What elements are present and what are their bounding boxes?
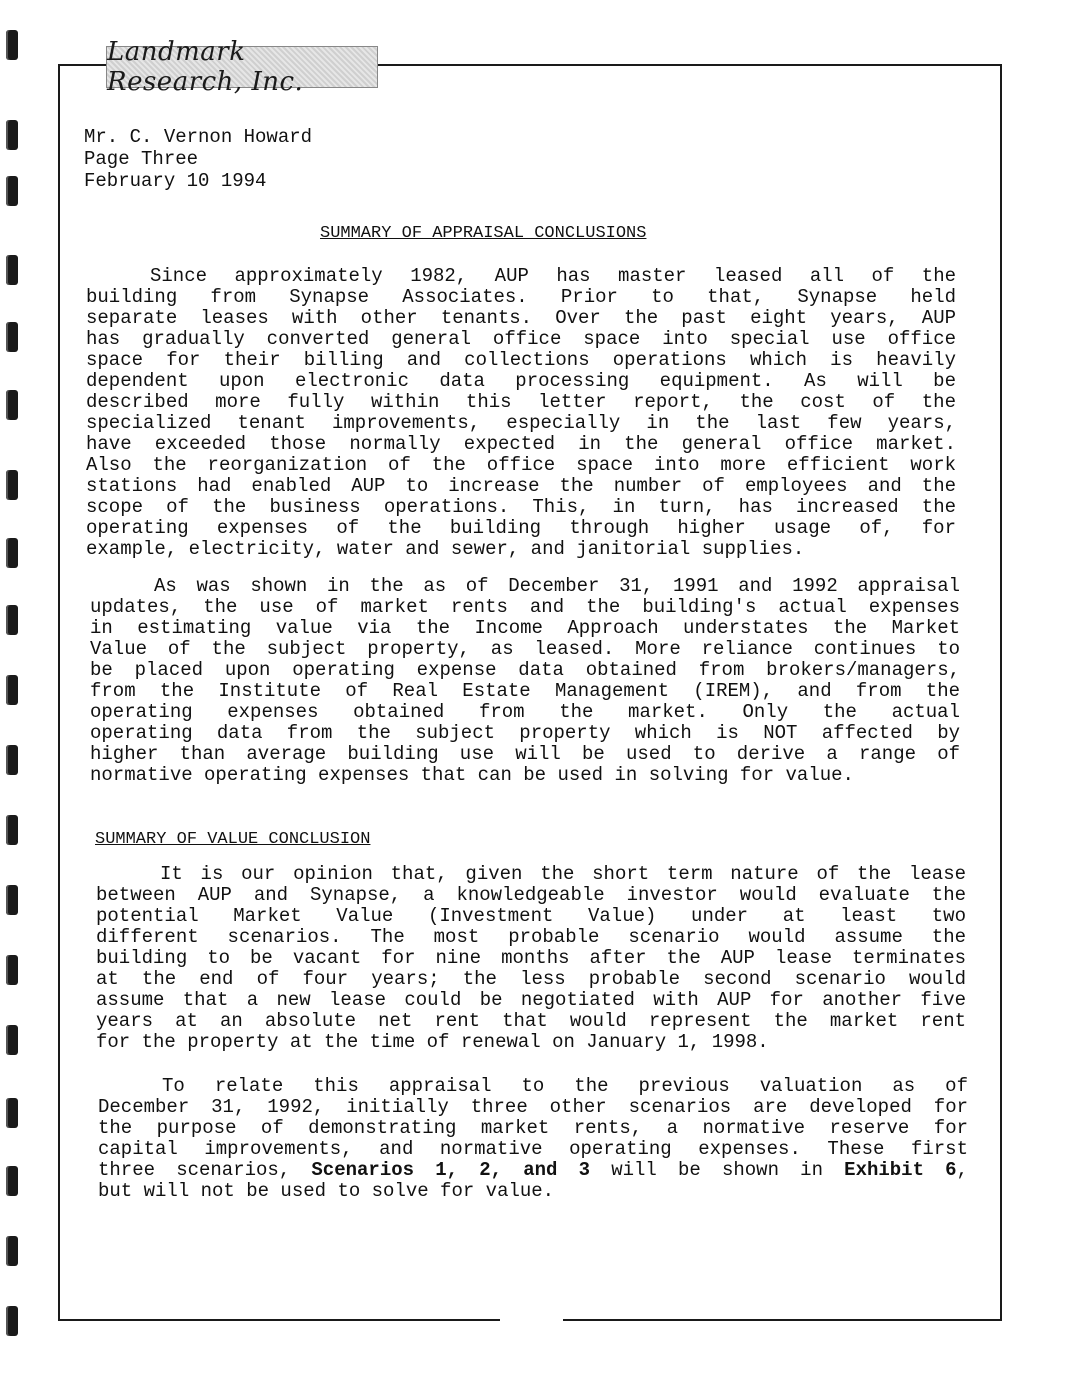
- text-line: the purpose of demonstrating market rents, a normative reserve for: [98, 1117, 968, 1139]
- text-line: different scenarios. The most probable scenario would assume the: [96, 926, 966, 948]
- text-line: As was shown in the as of December 31, 1991 and 1992 appraisal: [154, 575, 960, 597]
- text-line: described more fully within this letter report, the cost of the: [86, 391, 956, 413]
- frame-bottom-rule-left: [58, 1319, 500, 1321]
- text-line: from the Institute of Real Estate Management (IREM), and from the: [90, 680, 960, 702]
- text-line: be placed upon operating expense data obtained from brokers/managers,: [90, 659, 960, 681]
- text-line: updates, the use of market rents and the building's actual expenses: [90, 596, 960, 618]
- recipient: Mr. C. Vernon Howard: [84, 126, 313, 148]
- text-line: for the property at the time of renewal on January 1, 1998.: [96, 1031, 769, 1053]
- text-line: To relate this appraisal to the previous valuation as of: [162, 1075, 968, 1097]
- paragraph-value-1: [96, 864, 966, 1053]
- text-line: years at an absolute net rent that would represent the market rent: [96, 1010, 966, 1032]
- text-line: Since approximately 1982, AUP has master leased all of the: [150, 265, 956, 287]
- text-line: potential Market Value (Investment Value) under at least two: [96, 905, 966, 927]
- binder-hole: [6, 30, 18, 60]
- text-line: capital improvements, and normative operating expenses. These first: [98, 1138, 968, 1160]
- binder-hole: [6, 815, 18, 845]
- text-line: higher than average building use will be used to derive a range of: [90, 743, 960, 765]
- frame-bottom-rule-right: [563, 1319, 1002, 1321]
- text-line: but will not be used to solve for value.: [98, 1180, 555, 1202]
- text-line: operating data from the subject property which is NOT affected by: [90, 722, 960, 744]
- text-line: have exceeded those normally expected in the general office market.: [86, 433, 956, 455]
- text-line: operating expenses of the building through higher usage of, for: [86, 517, 956, 539]
- binder-hole: [6, 675, 18, 705]
- text-line: dependent upon electronic data processing equipment. As will be: [86, 370, 956, 392]
- section-heading-appraisal: SUMMARY OF APPRAISAL CONCLUSIONS: [320, 224, 647, 243]
- binder-hole: [6, 538, 18, 568]
- text-line: December 31, 1992, initially three other scenarios are developed for: [98, 1096, 968, 1118]
- text-line: normative operating expenses that can be used in solving for value.: [90, 764, 854, 786]
- binder-hole: [6, 390, 18, 420]
- text-line: scope of the business operations. This, in turn, has increased the: [86, 496, 956, 518]
- text-line: example, electricity, water and sewer, and janitorial supplies.: [86, 538, 805, 560]
- text-line: stations had enabled AUP to increase the number of employees and the: [86, 475, 956, 497]
- binder-hole: [6, 1098, 18, 1128]
- text-line: three scenarios, Scenarios 1, 2, and 3 will be shown in Exhibit 6,: [98, 1159, 968, 1181]
- text-line: at the end of four years; the less probable second scenario would: [96, 968, 966, 990]
- text-line: Value of the subject property, as leased. More reliance continues to: [90, 638, 960, 660]
- company-logo: [106, 37, 378, 97]
- binder-hole: [6, 176, 18, 206]
- text-line: specialized tenant improvements, especially in the last few years,: [86, 412, 956, 434]
- section-heading-value: SUMMARY OF VALUE CONCLUSION: [95, 830, 371, 849]
- page-label: Page Three: [84, 148, 199, 170]
- text-line: It is our opinion that, given the short term nature of the lease: [160, 863, 966, 885]
- text-line: building to be vacant for nine months after the AUP lease terminates: [96, 947, 966, 969]
- binder-hole: [6, 885, 18, 915]
- text-line: Also the reorganization of the office space into more efficient work: [86, 454, 956, 476]
- text-line: operating expenses obtained from the market. Only the actual: [90, 701, 960, 723]
- binder-holes: [6, 30, 20, 1360]
- binder-hole: [6, 1306, 18, 1336]
- binder-hole: [6, 470, 18, 500]
- paragraph-value-2: [98, 1076, 968, 1202]
- binder-hole: [6, 745, 18, 775]
- binder-hole: [6, 1025, 18, 1055]
- text-line: building from Synapse Associates. Prior to that, Synapse held: [86, 286, 956, 308]
- binder-hole: [6, 120, 18, 150]
- binder-hole: [6, 255, 18, 285]
- letter-header: [84, 126, 312, 192]
- binder-hole: [6, 1236, 18, 1266]
- text-line: assume that a new lease could be negotiated with AUP for another five: [96, 989, 966, 1011]
- paragraph-appraisal-1: [86, 266, 956, 560]
- text-line: in estimating value via the Income Approach understates the Market: [90, 617, 960, 639]
- text-line: has gradually converted general office space into special use office: [86, 328, 956, 350]
- binder-hole: [6, 322, 18, 352]
- text-line: separate leases with other tenants. Over the past eight years, AUP: [86, 307, 956, 329]
- text-line: between AUP and Synapse, a knowledgeable investor would evaluate the: [96, 884, 966, 906]
- letter-date: February 10 1994: [84, 170, 267, 192]
- text-line: space for their billing and collections operations which is heavily: [86, 349, 956, 371]
- binder-hole: [6, 1166, 18, 1196]
- binder-hole: [6, 955, 18, 985]
- company-name: Landmark Research, Inc.: [107, 37, 304, 97]
- paragraph-appraisal-2: [90, 576, 960, 786]
- binder-hole: [6, 605, 18, 635]
